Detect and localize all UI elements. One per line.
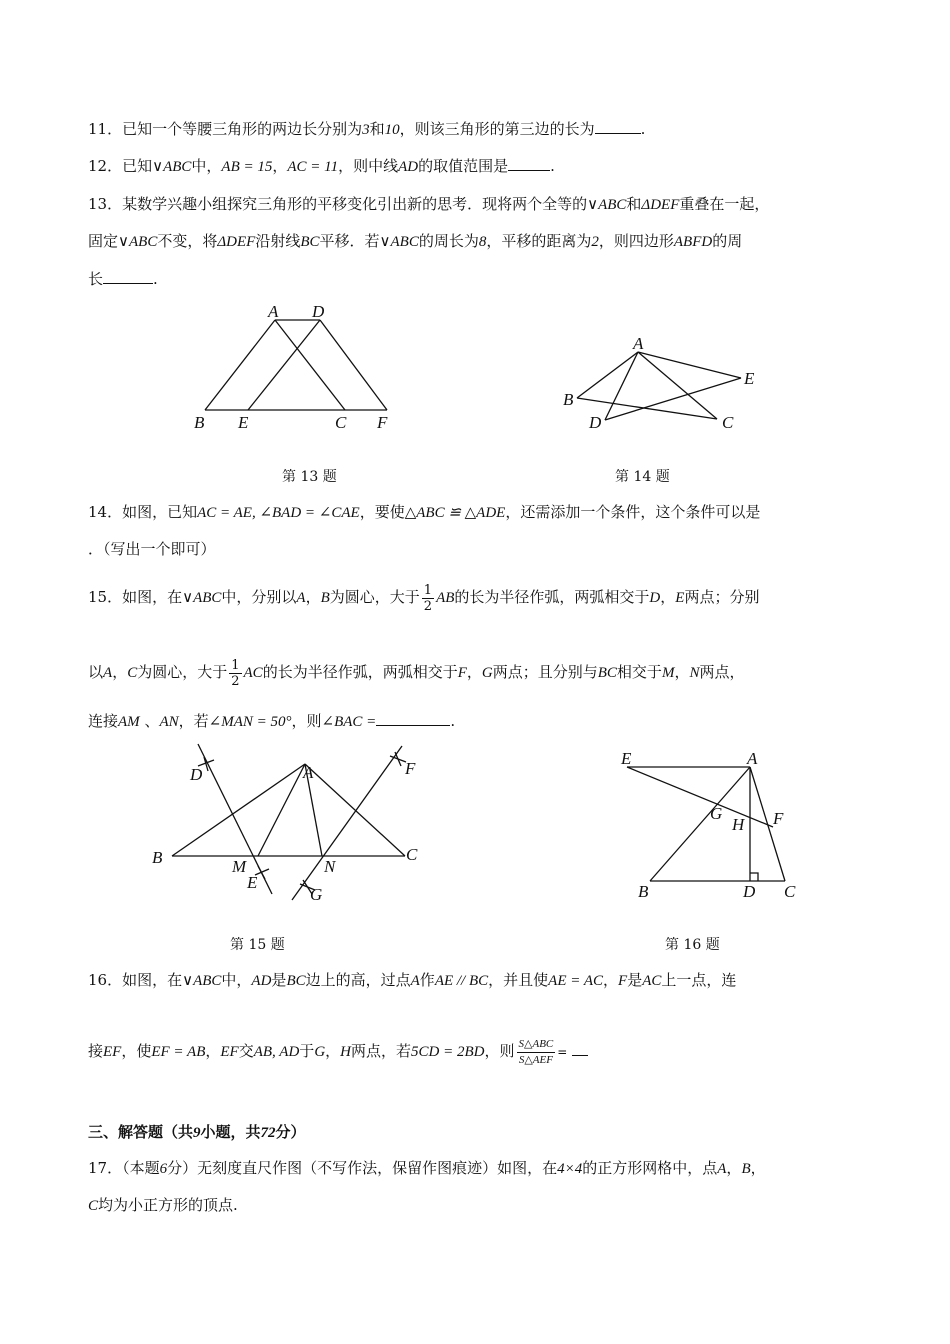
segment-ad xyxy=(605,352,638,420)
q13-line-2: 固定∨ABC不变，将ΔDEF沿射线BC平移．若∨ABC的周长为8，平移的距离为2，则四边形ABFD的周 xyxy=(88,232,743,250)
right-angle-mark xyxy=(750,873,758,881)
q14-line-1: 14．如图，已知AC = AE, ∠BAD = ∠CAE，要使△ABC ≌ △ADE，还需添加一个条件，这个条件可以是 xyxy=(88,503,761,521)
label-d: D xyxy=(589,413,602,432)
caption-13: 第 13 题 xyxy=(282,469,337,485)
label-e: E xyxy=(238,413,249,432)
arc-mark-f xyxy=(395,752,401,766)
section-3-header: 三、解答题（共9小题，共72分） xyxy=(88,1123,306,1141)
arc-mark-e xyxy=(258,866,265,879)
q15-line-3: 连接AM 、AN，若∠MAN = 50°，则∠BAC = . xyxy=(88,712,456,730)
caption-14: 第 14 题 xyxy=(615,469,670,485)
fraction-half: $\frac{1}{2}$ xyxy=(231,657,240,689)
label-b: B xyxy=(563,390,574,409)
q13-line-3: 长 . xyxy=(88,270,158,288)
label-g: G xyxy=(310,885,323,904)
q13-line-1: 13．某数学兴趣小组探究三角形的平移变化引出新的思考．现将两个全等的∨ABC和ΔDEF重叠在一起， xyxy=(88,195,770,213)
q12-line: 12．已知∨ABC中，AB = 15，AC = 11，则中线AD的取值范围是 . xyxy=(88,157,555,175)
label-b: B xyxy=(638,882,649,901)
label-f: F xyxy=(377,413,388,432)
label-f: F xyxy=(773,809,784,828)
label-b: B xyxy=(152,848,163,867)
q17-line-2: C均为小正方形的顶点. xyxy=(88,1196,238,1214)
q15-line-2: 以A，C为圆心，大于 $\frac{1}{2}$ AC的长为半径作弧，两弧相交于F，G两点；且分别与BC相交于M，N两点， xyxy=(88,657,745,689)
q15-line-1: 15．如图，在∨ABC中，分别以A，B为圆心，大于 $\frac{1}{2}$ AB的长为半径作弧，两弧相交于D，E两点；分别 xyxy=(88,582,760,614)
label-a: A xyxy=(747,749,758,768)
segment-de xyxy=(605,378,741,420)
q17-line-1: 17．（本题6分）无刻度直尺作图（不写作法，保留作图痕迹）如图，在4×4的正方形网格中，点A，B， xyxy=(88,1159,766,1177)
segment-df xyxy=(320,320,387,410)
segment-am xyxy=(258,764,305,856)
label-a: A xyxy=(633,334,644,353)
label-a: A xyxy=(303,763,314,782)
figure-16 xyxy=(615,745,815,905)
label-m: M xyxy=(232,857,247,876)
label-e: E xyxy=(621,749,632,768)
label-c: C xyxy=(722,413,734,432)
label-g: G xyxy=(710,804,723,823)
answer-blank xyxy=(103,269,153,284)
label-d: D xyxy=(312,302,325,321)
figure-13 xyxy=(190,298,410,438)
label-c: C xyxy=(406,845,418,864)
caption-15: 第 15 题 xyxy=(230,937,285,953)
label-c: C xyxy=(784,882,796,901)
caption-16: 第 16 题 xyxy=(665,937,720,953)
area-ratio-fraction: $\frac{\text{S△ABC}}{\text{S△AEF}}$ xyxy=(518,1037,554,1066)
figure-15 xyxy=(150,740,430,910)
label-c: C xyxy=(335,413,347,432)
label-f: F xyxy=(405,759,416,778)
label-d: D xyxy=(743,882,756,901)
q16-line-1: 16．如图，在∨ABC中，AD是BC边上的高，过点A作AE // BC，并且使AE = AC，F是AC上一点，连 xyxy=(88,971,737,989)
answer-blank xyxy=(595,119,641,134)
answer-blank xyxy=(572,1041,588,1056)
label-a: A xyxy=(268,302,279,321)
segment-ef xyxy=(627,767,773,827)
label-e: E xyxy=(247,873,258,892)
label-b: B xyxy=(194,413,205,432)
q11-line: 11．已知一个等腰三角形的两边长分别为3和10，则该三角形的第三边的长为 . xyxy=(88,120,646,138)
label-e: E xyxy=(744,369,755,388)
answer-blank xyxy=(508,156,550,171)
answer-blank xyxy=(376,711,450,726)
label-d: D xyxy=(190,765,203,784)
fraction-half: $\frac{1}{2}$ xyxy=(423,582,433,614)
q14-line-2: ．（写出一个即可） xyxy=(88,540,216,558)
figure-14 xyxy=(555,332,775,442)
label-h: H xyxy=(732,815,745,834)
label-n: N xyxy=(324,857,336,876)
q16-line-2: 接EF，使EF = AB，EF交AB, AD于G，H两点，若5CD = 2BD，则 $\frac{\text{S△ABC}}{\text{S△AEF}}$ = xyxy=(88,1030,588,1073)
segment-ab xyxy=(577,352,638,398)
segment-ab xyxy=(205,320,275,410)
